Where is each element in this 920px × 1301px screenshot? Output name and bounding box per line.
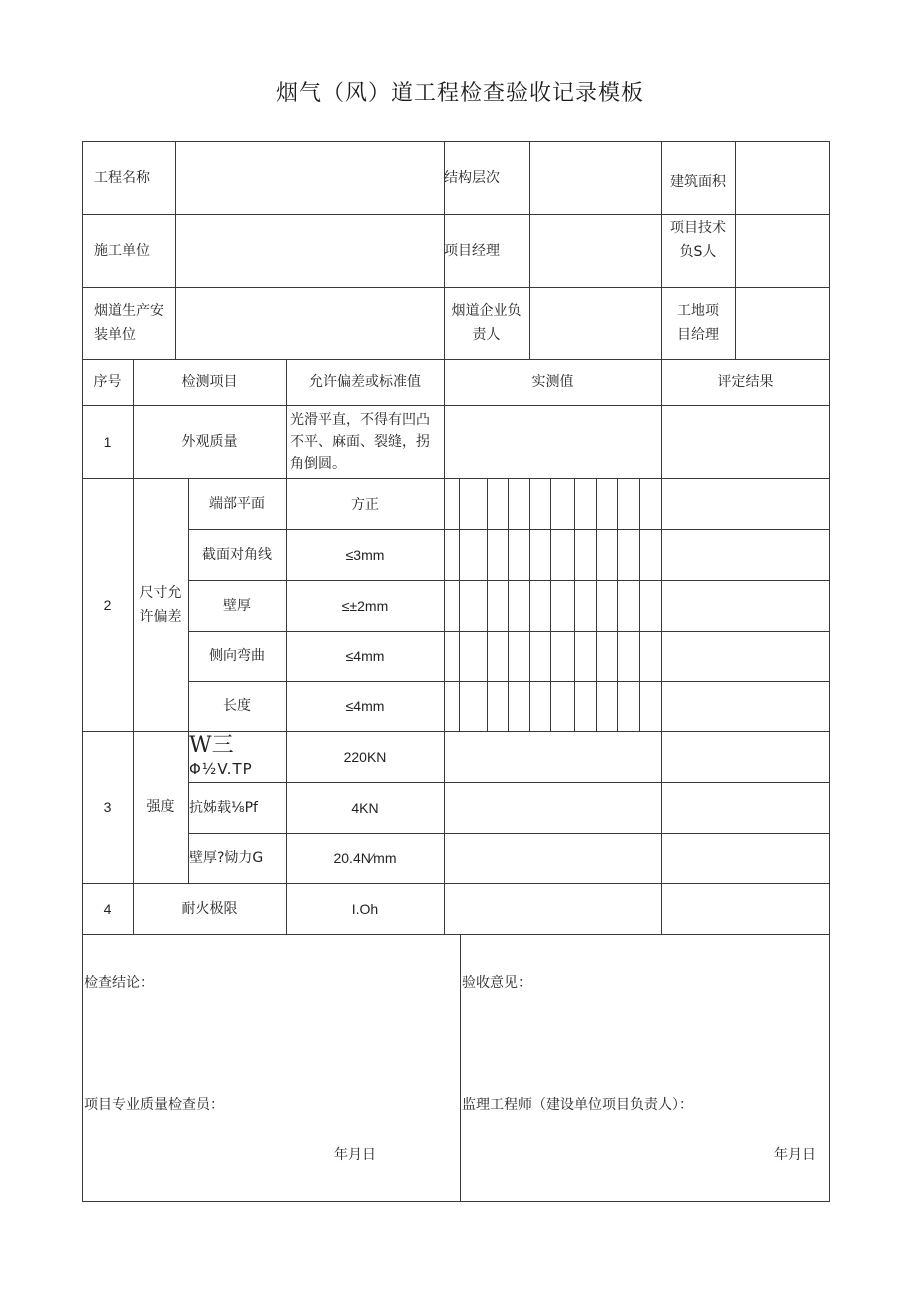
row-2-sub-item: 壁厚 bbox=[223, 597, 251, 614]
header-item: 检测项目 bbox=[181, 374, 238, 390]
inspection-date-right: 年月日 bbox=[774, 1147, 816, 1163]
row-2-sub-item: 侧向弯曲 bbox=[209, 648, 265, 664]
header-measured: 实测值 bbox=[531, 374, 574, 390]
row-2-sub-standard: ≤4mm bbox=[345, 698, 385, 714]
row-3-sub-item: W三 Φ½V.TP bbox=[189, 733, 253, 778]
project-name-label: 工程名称 bbox=[94, 169, 150, 186]
row-4-no: 4 bbox=[103, 900, 112, 917]
structure-level-label: 结构层次 bbox=[444, 169, 500, 186]
row-2-sub-item: 长度 bbox=[223, 698, 251, 714]
row-1-no: 1 bbox=[103, 433, 112, 450]
quality-inspector-label: 项目专业质量检查员： bbox=[84, 1097, 224, 1113]
row-2-sub-standard: ≤3mm bbox=[345, 546, 385, 563]
row-2-sub-standard: ≤4mm bbox=[345, 648, 385, 664]
construction-unit-label: 施工单位 bbox=[94, 242, 150, 259]
row-2-sub-standard: ≤±2mm bbox=[341, 597, 389, 614]
row-4-item: 耐火极限 bbox=[181, 900, 238, 917]
row-3-sub-item: 抗姊载⅛Pf bbox=[189, 799, 258, 816]
site-supervisor-label: 工地项 目给理 bbox=[677, 303, 719, 343]
header-standard: 允许偏差或标准值 bbox=[309, 374, 421, 390]
inspection-date-left: 年月日 bbox=[334, 1147, 376, 1163]
supervisor-label: 监理工程师（建设单位项目负责人）： bbox=[462, 1097, 693, 1113]
row-3-no: 3 bbox=[103, 799, 112, 815]
row-3-sub-item: 壁厚?恸力G bbox=[189, 850, 264, 866]
flue-company-lead-label: 烟道企业负 责人 bbox=[451, 303, 522, 343]
row-3-sub-standard: 4KN bbox=[351, 799, 379, 816]
row-4-standard: I.Oh bbox=[351, 900, 379, 917]
project-manager-label: 项目经理 bbox=[444, 242, 500, 259]
header-result: 评定结果 bbox=[717, 374, 774, 390]
page-title: 烟气（风）道工程检查验收记录模板 bbox=[275, 81, 644, 106]
acceptance-opinion-label: 验收意见： bbox=[462, 975, 532, 991]
row-2-group: 尺寸允 许偏差 bbox=[139, 584, 182, 625]
row-2-sub-standard: 方正 bbox=[351, 495, 379, 512]
row-2-sub-item: 截面对角线 bbox=[202, 546, 272, 563]
tech-lead-label: 项目技术 负S人 bbox=[670, 220, 726, 260]
row-2-sub-item: 端部平面 bbox=[209, 495, 265, 512]
row-2-no: 2 bbox=[103, 596, 112, 613]
row-1-item: 外观质量 bbox=[181, 433, 238, 450]
inspection-conclusion-label: 检查结论： bbox=[84, 975, 154, 991]
flue-manufacturer-label: 烟道生产安 装单位 bbox=[94, 303, 164, 343]
row-1-standard: 光滑平直，不得有凹凸 不平、麻面、裂缝，拐 角倒圆。 bbox=[290, 411, 430, 472]
header-no: 序号 bbox=[93, 374, 122, 390]
row-3-group: 强度 bbox=[146, 799, 175, 815]
row-3-sub-standard: 220KN bbox=[343, 748, 387, 765]
row-3-sub-standard: 20.4N⁄mm bbox=[333, 850, 397, 866]
building-area-label: 建筑面积 bbox=[670, 173, 726, 190]
